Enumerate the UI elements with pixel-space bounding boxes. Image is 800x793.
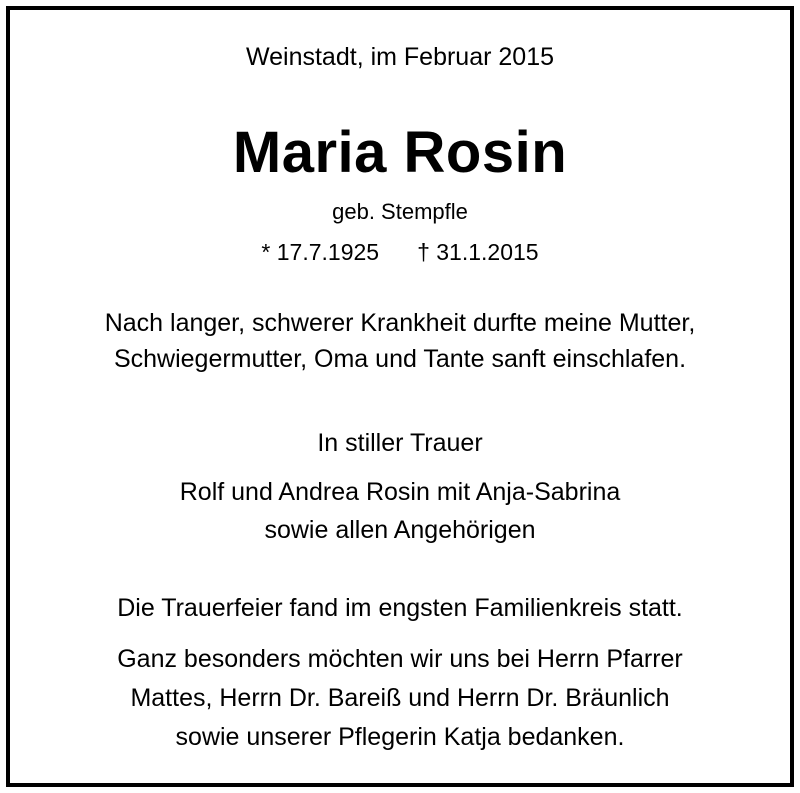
birth-name: geb. Stempfle [332, 199, 468, 224]
thanks-line: sowie unserer Pflegerin Katja bedanken. [175, 723, 625, 751]
deceased-name: Maria Rosin [232, 120, 568, 185]
birth-date: * 17.7.1925 [261, 239, 380, 265]
mourners-line: sowie allen Angehörigen [264, 516, 536, 544]
dateline: Weinstadt, im Februar 2015 [245, 43, 555, 71]
funeral-note: Die Trauerfeier fand im engsten Familienkreis statt. [117, 594, 683, 622]
mourning-heading: In stiller Trauer [317, 429, 483, 457]
death-date: † 31.1.2015 [417, 239, 539, 265]
message-line: Schwiegermutter, Oma und Tante sanft einschlafen. [113, 345, 687, 373]
mourners-line: Rolf und Andrea Rosin mit Anja-Sabrina [179, 478, 621, 506]
life-dates [0, 241, 800, 264]
thanks-line: Ganz besonders möchten wir uns bei Herrn Pfarrer [117, 645, 683, 673]
message-line: Nach langer, schwerer Krankheit durfte meine Mutter, [104, 309, 696, 337]
thanks-line: Mattes, Herrn Dr. Bareiß und Herrn Dr. Bräunlich [130, 684, 670, 712]
